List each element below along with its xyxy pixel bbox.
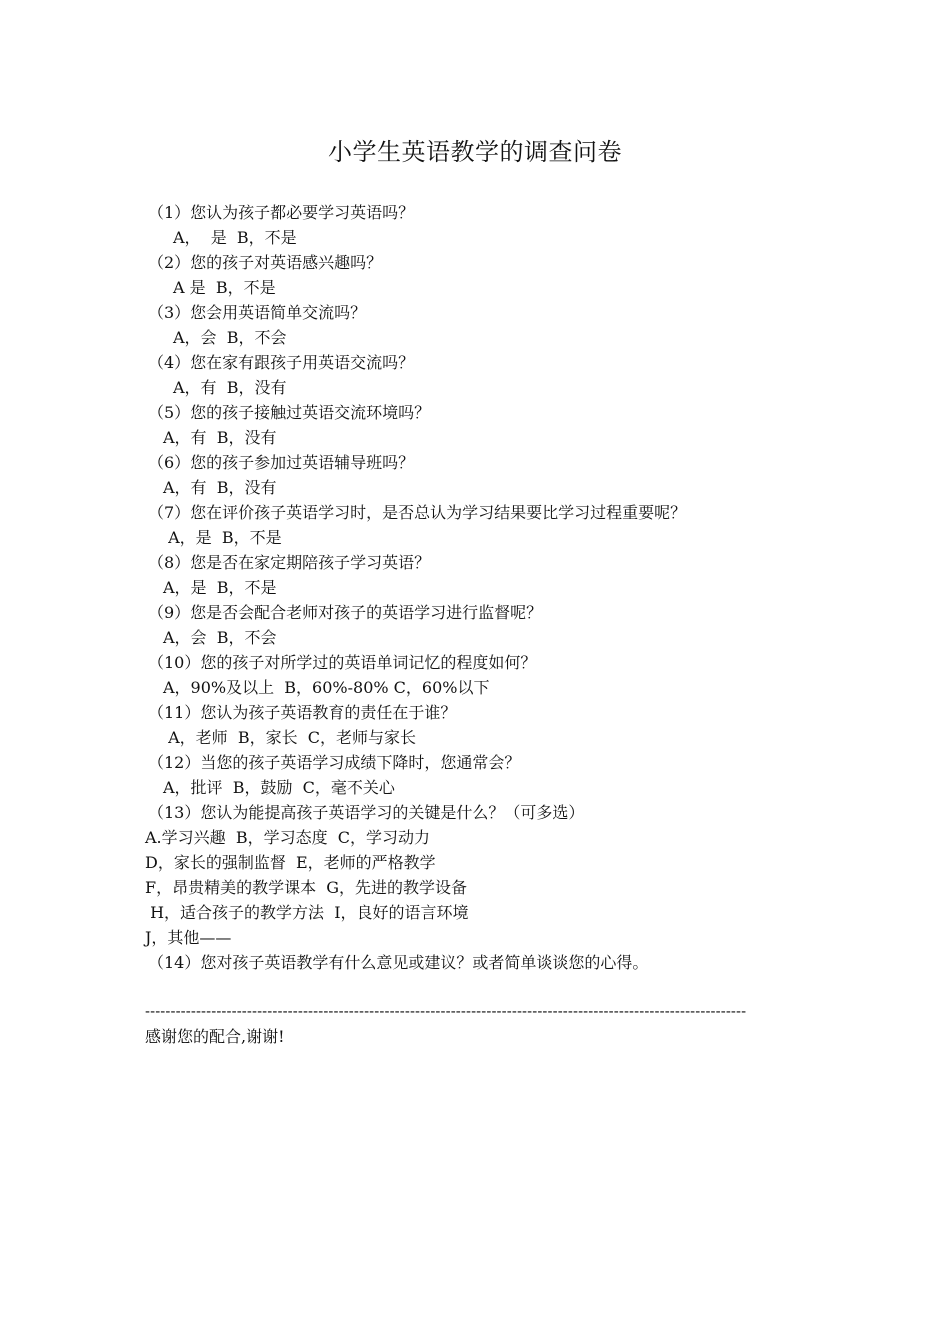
option-line-1: A.学习兴趣 B，学习态度 C，学习动力 xyxy=(145,828,430,847)
answer-2: A 是 B，不是 xyxy=(173,278,276,297)
answer-divider-line: ---------------------------------------------------------------------------------------------------------------------- xyxy=(145,1003,747,1020)
question-8: （8）您是否在家定期陪孩子学习英语？ xyxy=(148,553,431,572)
option-line-3: F，昂贵精美的教学课本 G，先进的教学设备 xyxy=(145,878,468,897)
question-10: （10）您的孩子对所学过的英语单词记忆的程度如何？ xyxy=(148,653,537,672)
option-line-5: J，其他—— xyxy=(145,928,232,947)
question-5: （5）您的孩子接触过英语交流环境吗？ xyxy=(148,403,431,422)
question-12: （12）当您的孩子英语学习成绩下降时，您通常会？ xyxy=(148,753,521,772)
answer-8: A，是 B，不是 xyxy=(163,578,277,597)
answer-3: A，会 B，不会 xyxy=(173,328,287,347)
question-4: （4）您在家有跟孩子用英语交流吗？ xyxy=(148,353,415,372)
answer-11: A，老师 B，家长 C，老师与家长 xyxy=(163,728,416,747)
answer-6: A，有 B，没有 xyxy=(163,478,277,497)
answer-4: A，有 B，没有 xyxy=(173,378,287,397)
page-title: 小学生英语教学的调查问卷 xyxy=(328,138,622,166)
question-11: （11）您认为孩子英语教育的责任在于谁？ xyxy=(148,703,457,722)
answer-5: A，有 B，没有 xyxy=(163,428,277,447)
question-3: （3）您会用英语简单交流吗？ xyxy=(148,303,367,322)
question-1: （1）您认为孩子都必要学习英语吗？ xyxy=(148,203,415,222)
answer-7: A，是 B，不是 xyxy=(163,528,282,547)
option-line-2: D，家长的强制监督 E，老师的严格教学 xyxy=(145,853,436,872)
question-6: （6）您的孩子参加过英语辅导班吗？ xyxy=(148,453,415,472)
question-2: （2）您的孩子对英语感兴趣吗？ xyxy=(148,253,383,272)
question-14: （14）您对孩子英语教学有什么意见或建议？或者简单谈谈您的心得。 xyxy=(148,953,649,972)
answer-10: A，90%及以上 B，60%-80% C，60%以下 xyxy=(163,678,490,697)
answer-1: A， 是 B，不是 xyxy=(173,228,297,247)
question-7: （7）您在评价孩子英语学习时，是否总认为学习结果要比学习过程重要呢？ xyxy=(148,503,687,522)
thank-you-note: 感谢您的配合,谢谢! xyxy=(145,1027,285,1046)
answer-12: A，批评 B，鼓励 C，毫不关心 xyxy=(163,778,395,797)
option-line-4: H，适合孩子的教学方法 I，良好的语言环境 xyxy=(145,903,469,922)
questionnaire-body xyxy=(145,200,810,1049)
answer-9: A，会 B，不会 xyxy=(163,628,277,647)
blank-space xyxy=(145,975,810,999)
question-13: （13）您认为能提高孩子英语学习的关键是什么？（可多选） xyxy=(148,803,585,822)
question-9: （9）您是否会配合老师对孩子的英语学习进行监督呢？ xyxy=(148,603,543,622)
